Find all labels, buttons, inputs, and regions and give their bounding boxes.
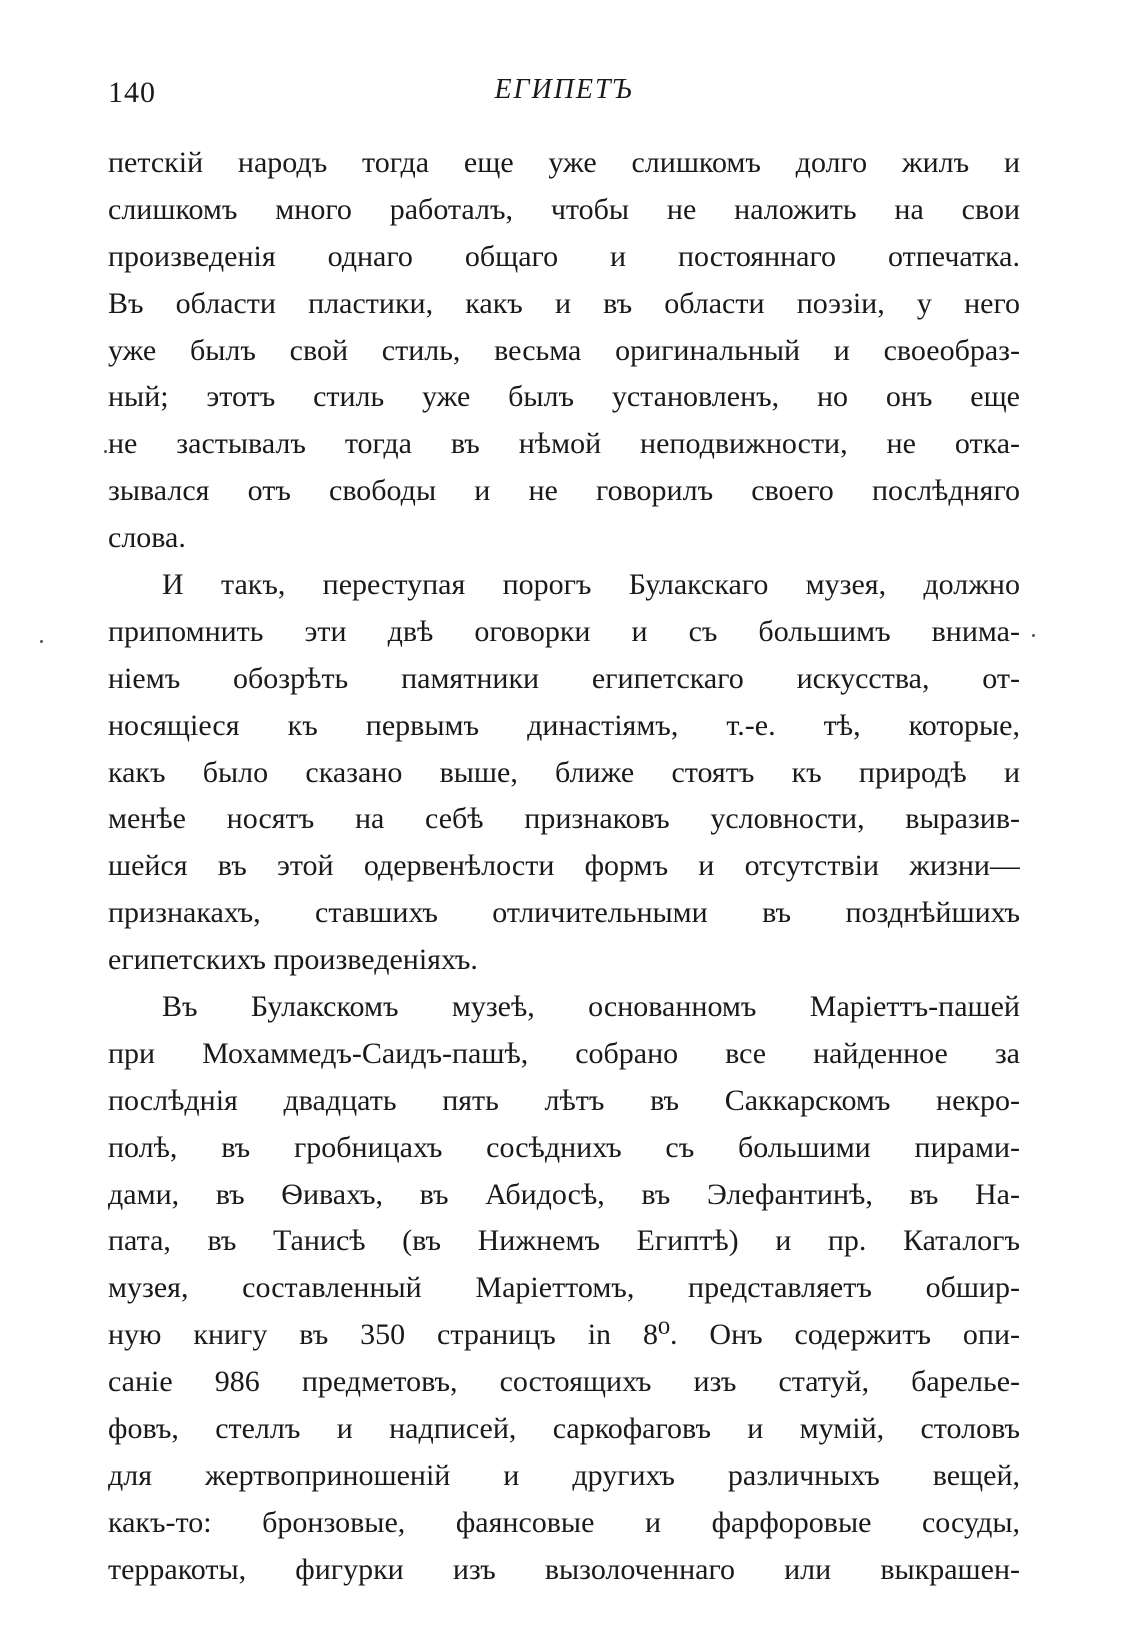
text-line: Въ области пластики, какъ и въ области поэзіи, у него bbox=[108, 286, 1020, 320]
body-text bbox=[108, 140, 1020, 1594]
text-line: послѣднія двадцать пять лѣтъ въ Саккарскомъ некро- bbox=[108, 1083, 1020, 1117]
text-line: шейся въ этой одервенѣлости формъ и отсутствіи жизни— bbox=[108, 849, 1020, 883]
text-line: египетскихъ произведеніяхъ. bbox=[108, 943, 478, 977]
text-line: И такъ, переступая порогъ Булакскаго музея, должно bbox=[162, 568, 1020, 602]
scan-speck bbox=[104, 450, 107, 453]
scan-speck bbox=[40, 640, 43, 643]
text-line: пата, въ Танисѣ (въ Нижнемъ Египтѣ) и пр. Каталогъ bbox=[108, 1224, 1020, 1258]
text-line: слишкомъ много работалъ, чтобы не наложить на свои bbox=[108, 192, 1020, 226]
text-line: дами, въ Ѳивахъ, въ Абидосѣ, въ Элефантинѣ, въ На- bbox=[108, 1177, 1020, 1211]
text-line: ную книгу въ 350 страницъ in 8⁰. Онъ содержитъ опи- bbox=[108, 1318, 1020, 1352]
text-line: музея, составленный Маріеттомъ, представляетъ обшир- bbox=[108, 1271, 1020, 1305]
text-line: носящіеся къ первымъ династіямъ, т.-е. тѣ, которые, bbox=[108, 708, 1020, 742]
scan-speck bbox=[1032, 634, 1035, 637]
page-number: 140 bbox=[108, 76, 156, 109]
running-title: ЕГИПЕТЪ bbox=[494, 74, 634, 105]
text-line: какъ было сказано выше, ближе стоятъ къ природѣ и bbox=[108, 755, 1020, 789]
text-line: признакахъ, ставшихъ отличительными въ позднѣйшихъ bbox=[108, 896, 1020, 930]
text-line: ный; этотъ стиль уже былъ установленъ, но онъ еще bbox=[108, 380, 1020, 414]
text-line: терракоты, фигурки изъ вызолоченнаго или выкрашен- bbox=[108, 1552, 1020, 1586]
text-line: припомнить эти двѣ оговорки и съ большимъ внима- bbox=[108, 614, 1020, 648]
text-line: слова. bbox=[108, 521, 186, 555]
text-line: при Мохаммедъ-Саидъ-пашѣ, собрано все найденное за bbox=[108, 1036, 1020, 1070]
text-line: не застывалъ тогда въ нѣмой неподвижности, не отка- bbox=[108, 427, 1020, 461]
text-line: зывался отъ свободы и не говорилъ своего послѣдняго bbox=[108, 474, 1020, 508]
text-line: ніемъ обозрѣть памятники египетскаго искусства, от- bbox=[108, 661, 1020, 695]
text-line: уже былъ свой стиль, весьма оригинальный и своеобраз- bbox=[108, 333, 1020, 367]
running-head bbox=[108, 66, 1020, 110]
text-line: Въ Булакскомъ музеѣ, основанномъ Маріеттъ-пашей bbox=[162, 990, 1020, 1024]
text-line: саніе 986 предметовъ, состоящихъ изъ статуй, барелье- bbox=[108, 1365, 1020, 1399]
text-line: какъ-то: бронзовые, фаянсовые и фарфоровые сосуды, bbox=[108, 1505, 1020, 1539]
text-line: произведенія однаго общаго и постояннаго отпечатка. bbox=[108, 239, 1020, 273]
text-line: менѣе носятъ на себѣ признаковъ условности, выразив- bbox=[108, 802, 1020, 836]
text-line: петскій народъ тогда еще уже слишкомъ долго жилъ и bbox=[108, 146, 1020, 179]
text-line: полѣ, въ гробницахъ сосѣднихъ съ большими пирами- bbox=[108, 1130, 1020, 1164]
text-line: для жертвоприношеній и другихъ различныхъ вещей, bbox=[108, 1458, 1020, 1492]
text-line: фовъ, стеллъ и надписей, саркофаговъ и мумій, столовъ bbox=[108, 1412, 1020, 1446]
